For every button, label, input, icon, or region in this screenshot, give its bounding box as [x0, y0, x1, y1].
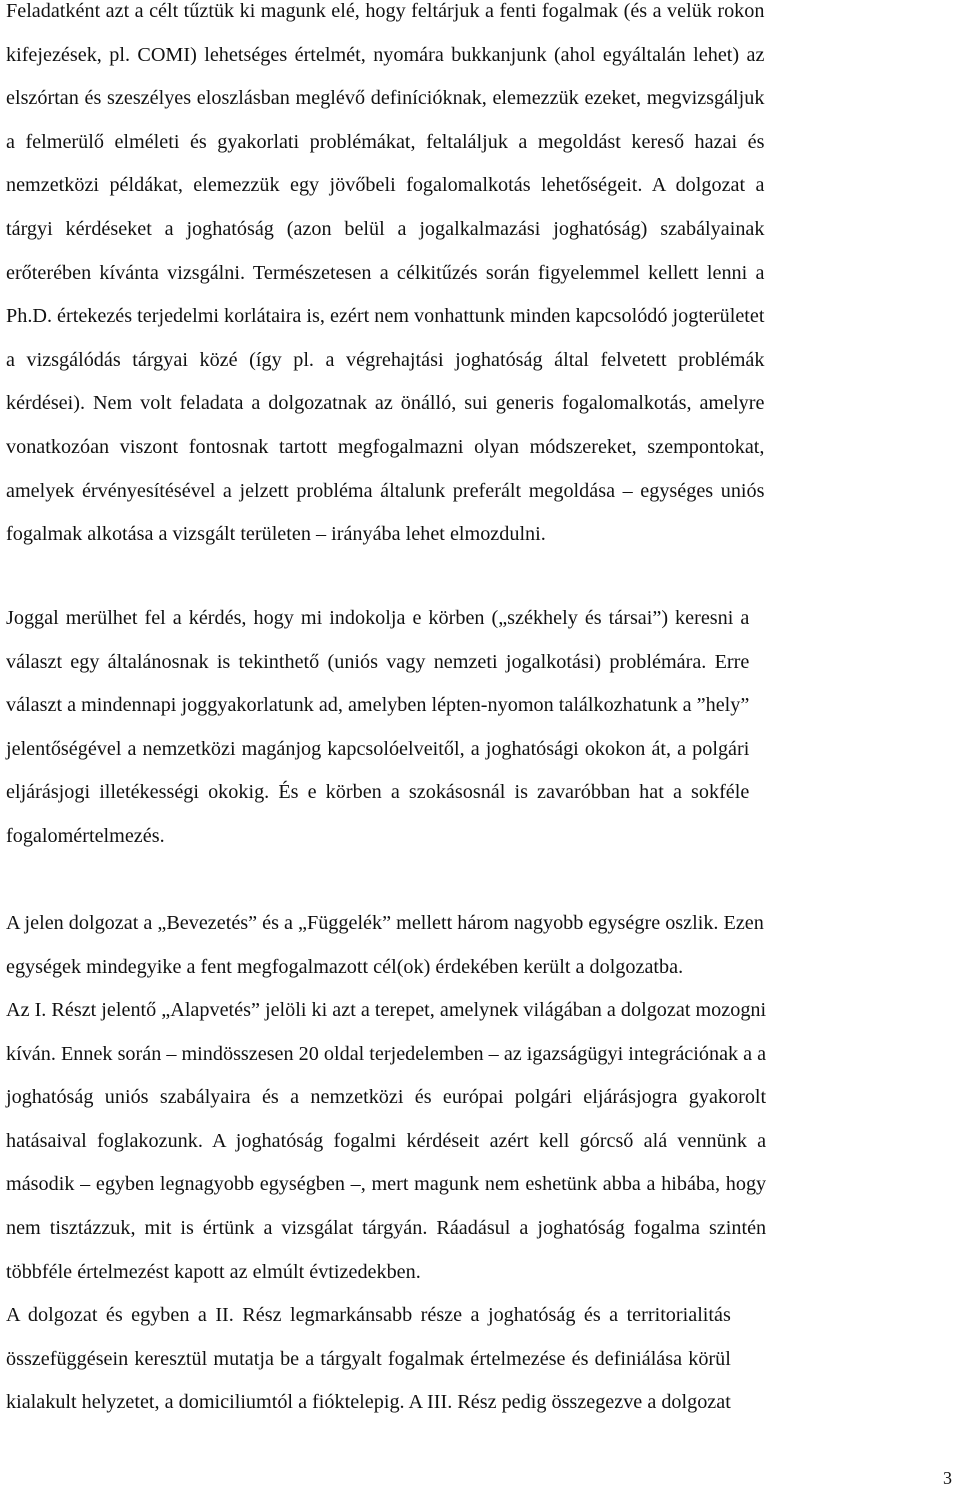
text-line: nemzetközi példákat, elemezzük egy jövőbeli fogalomalkotás lehetőségeit. A dolgozat a	[6, 174, 765, 197]
text-line: jelentőségével a nemzetközi magánjog kapcsolóelveitől, a joghatósági okokon át, a polgári	[6, 737, 750, 760]
text-line: fogalomértelmezés.	[6, 824, 165, 847]
text-line: összefüggésein keresztül mutatja be a tárgyalt fogalmak értelmezése és definiálása körül	[6, 1347, 731, 1370]
text-line: választ egy általánosnak is tekinthető (uniós vagy nemzeti jogalkotási) problémára. Erre	[6, 650, 750, 673]
text-line: vonatkozóan viszont fontosnak tartott megfogalmazni olyan módszereket, szempontokat,	[6, 435, 765, 458]
text-line: kérdései). Nem volt feladata a dolgozatnak az önálló, sui generis fogalomalkotás, amelyre	[6, 392, 765, 415]
text-line: A dolgozat és egyben a II. Rész legmarkánsabb része a joghatóság és a territorialitás	[6, 1304, 731, 1326]
text-line: Ph.D. értekezés terjedelmi korlátaira is, ezért nem vonhattunk minden kapcsolódó jogterületet	[6, 305, 765, 328]
text-line: többféle értelmezést kapott az elmúlt évtizedekben.	[6, 1260, 421, 1283]
text-line: eljárásjogi illetékességi okokig. És e körben a szokásosnál is zavaróbban hat a sokféle	[6, 781, 750, 804]
text-line: Joggal merülhet fel a kérdés, hogy mi indokolja e körben („székhely és társai”) keresni a	[6, 607, 750, 629]
text-line: hatásaival foglakozunk. A joghatóság fogalmi kérdéseit azért kell górcső alá vennünk a	[6, 1129, 767, 1152]
text-line: elszórtan és szeszélyes eloszlásban meglévő definícióknak, elemezzük ezeket, megvizsgáljuk	[6, 87, 765, 110]
text-line: Feladatként azt a célt tűztük ki magunk elé, hogy feltárjuk a fenti fogalmak (és a velük rokon	[6, 0, 765, 22]
text-line: a vizsgálódás tárgyai közé (így pl. a végrehajtási joghatóság által felvetett problémák	[6, 348, 765, 371]
paragraph-part-two	[6, 1294, 731, 1425]
text-line: a felmerülő elméleti és gyakorlati problémákat, feltaláljuk a megoldást kereső hazai és	[6, 130, 765, 153]
paragraph-structure-intro	[6, 902, 764, 989]
text-line: A jelen dolgozat a „Bevezetés” és a „Függelék” mellett három nagyobb egységre oszlik. Ezen	[6, 912, 764, 934]
text-line: amelyek érvényesítésével a jelzett probléma általunk preferált megoldása – egységes uniós	[6, 479, 765, 502]
text-line: egységek mindegyike a fent megfogalmazott cél(ok) érdekében került a dolgozatba.	[6, 955, 684, 978]
text-line: választ a mindennapi joggyakorlatunk ad, amelyben lépten-nyomon találkozhatunk a ”hely”	[6, 694, 750, 717]
text-line: kifejezések, pl. COMI) lehetséges értelmét, nyomára bukkanjunk (ahol egyáltalán lehet) az	[6, 43, 765, 66]
text-line: kialakult helyzetet, a domiciliumtól a fióktelepig. A III. Rész pedig összegezve a dolgozat	[6, 1391, 731, 1414]
text-line: tárgyi kérdéseket a joghatóság (azon belül a jogalkalmazási joghatóság) szabályainak	[6, 217, 765, 240]
text-line: második – egyben legnagyobb egységben –, mert magunk nem eshetünk abba a hibába, hogy	[6, 1173, 767, 1196]
paragraph-question	[6, 597, 749, 859]
text-line: kíván. Ennek során – mindösszesen 20 oldal terjedelemben – az igazságügyi integrációnak a a	[6, 1042, 767, 1065]
text-line: joghatóság uniós szabályaira és a nemzetközi és európai polgári eljárásjogra gyakorolt	[6, 1086, 767, 1109]
paragraph-part-one	[6, 989, 766, 1294]
text-line: Az I. Részt jelentő „Alapvetés” jelöli ki azt a terepet, amelynek világában a dolgozat mozogni	[6, 999, 767, 1021]
text-line: fogalmak alkotása a vizsgált területen – irányába lehet elmozdulni.	[6, 523, 546, 546]
text-line: nem tisztázzuk, mit is értünk a vizsgálat tárgyán. Ráadásul a joghatóság fogalma szintén	[6, 1216, 767, 1239]
page-number: 3	[943, 1468, 952, 1488]
text-line: erőterében kívánta vizsgálni. Természetesen a célkitűzés során figyelemmel kellett lenni a	[6, 261, 765, 284]
paragraph-objectives	[6, 0, 764, 557]
